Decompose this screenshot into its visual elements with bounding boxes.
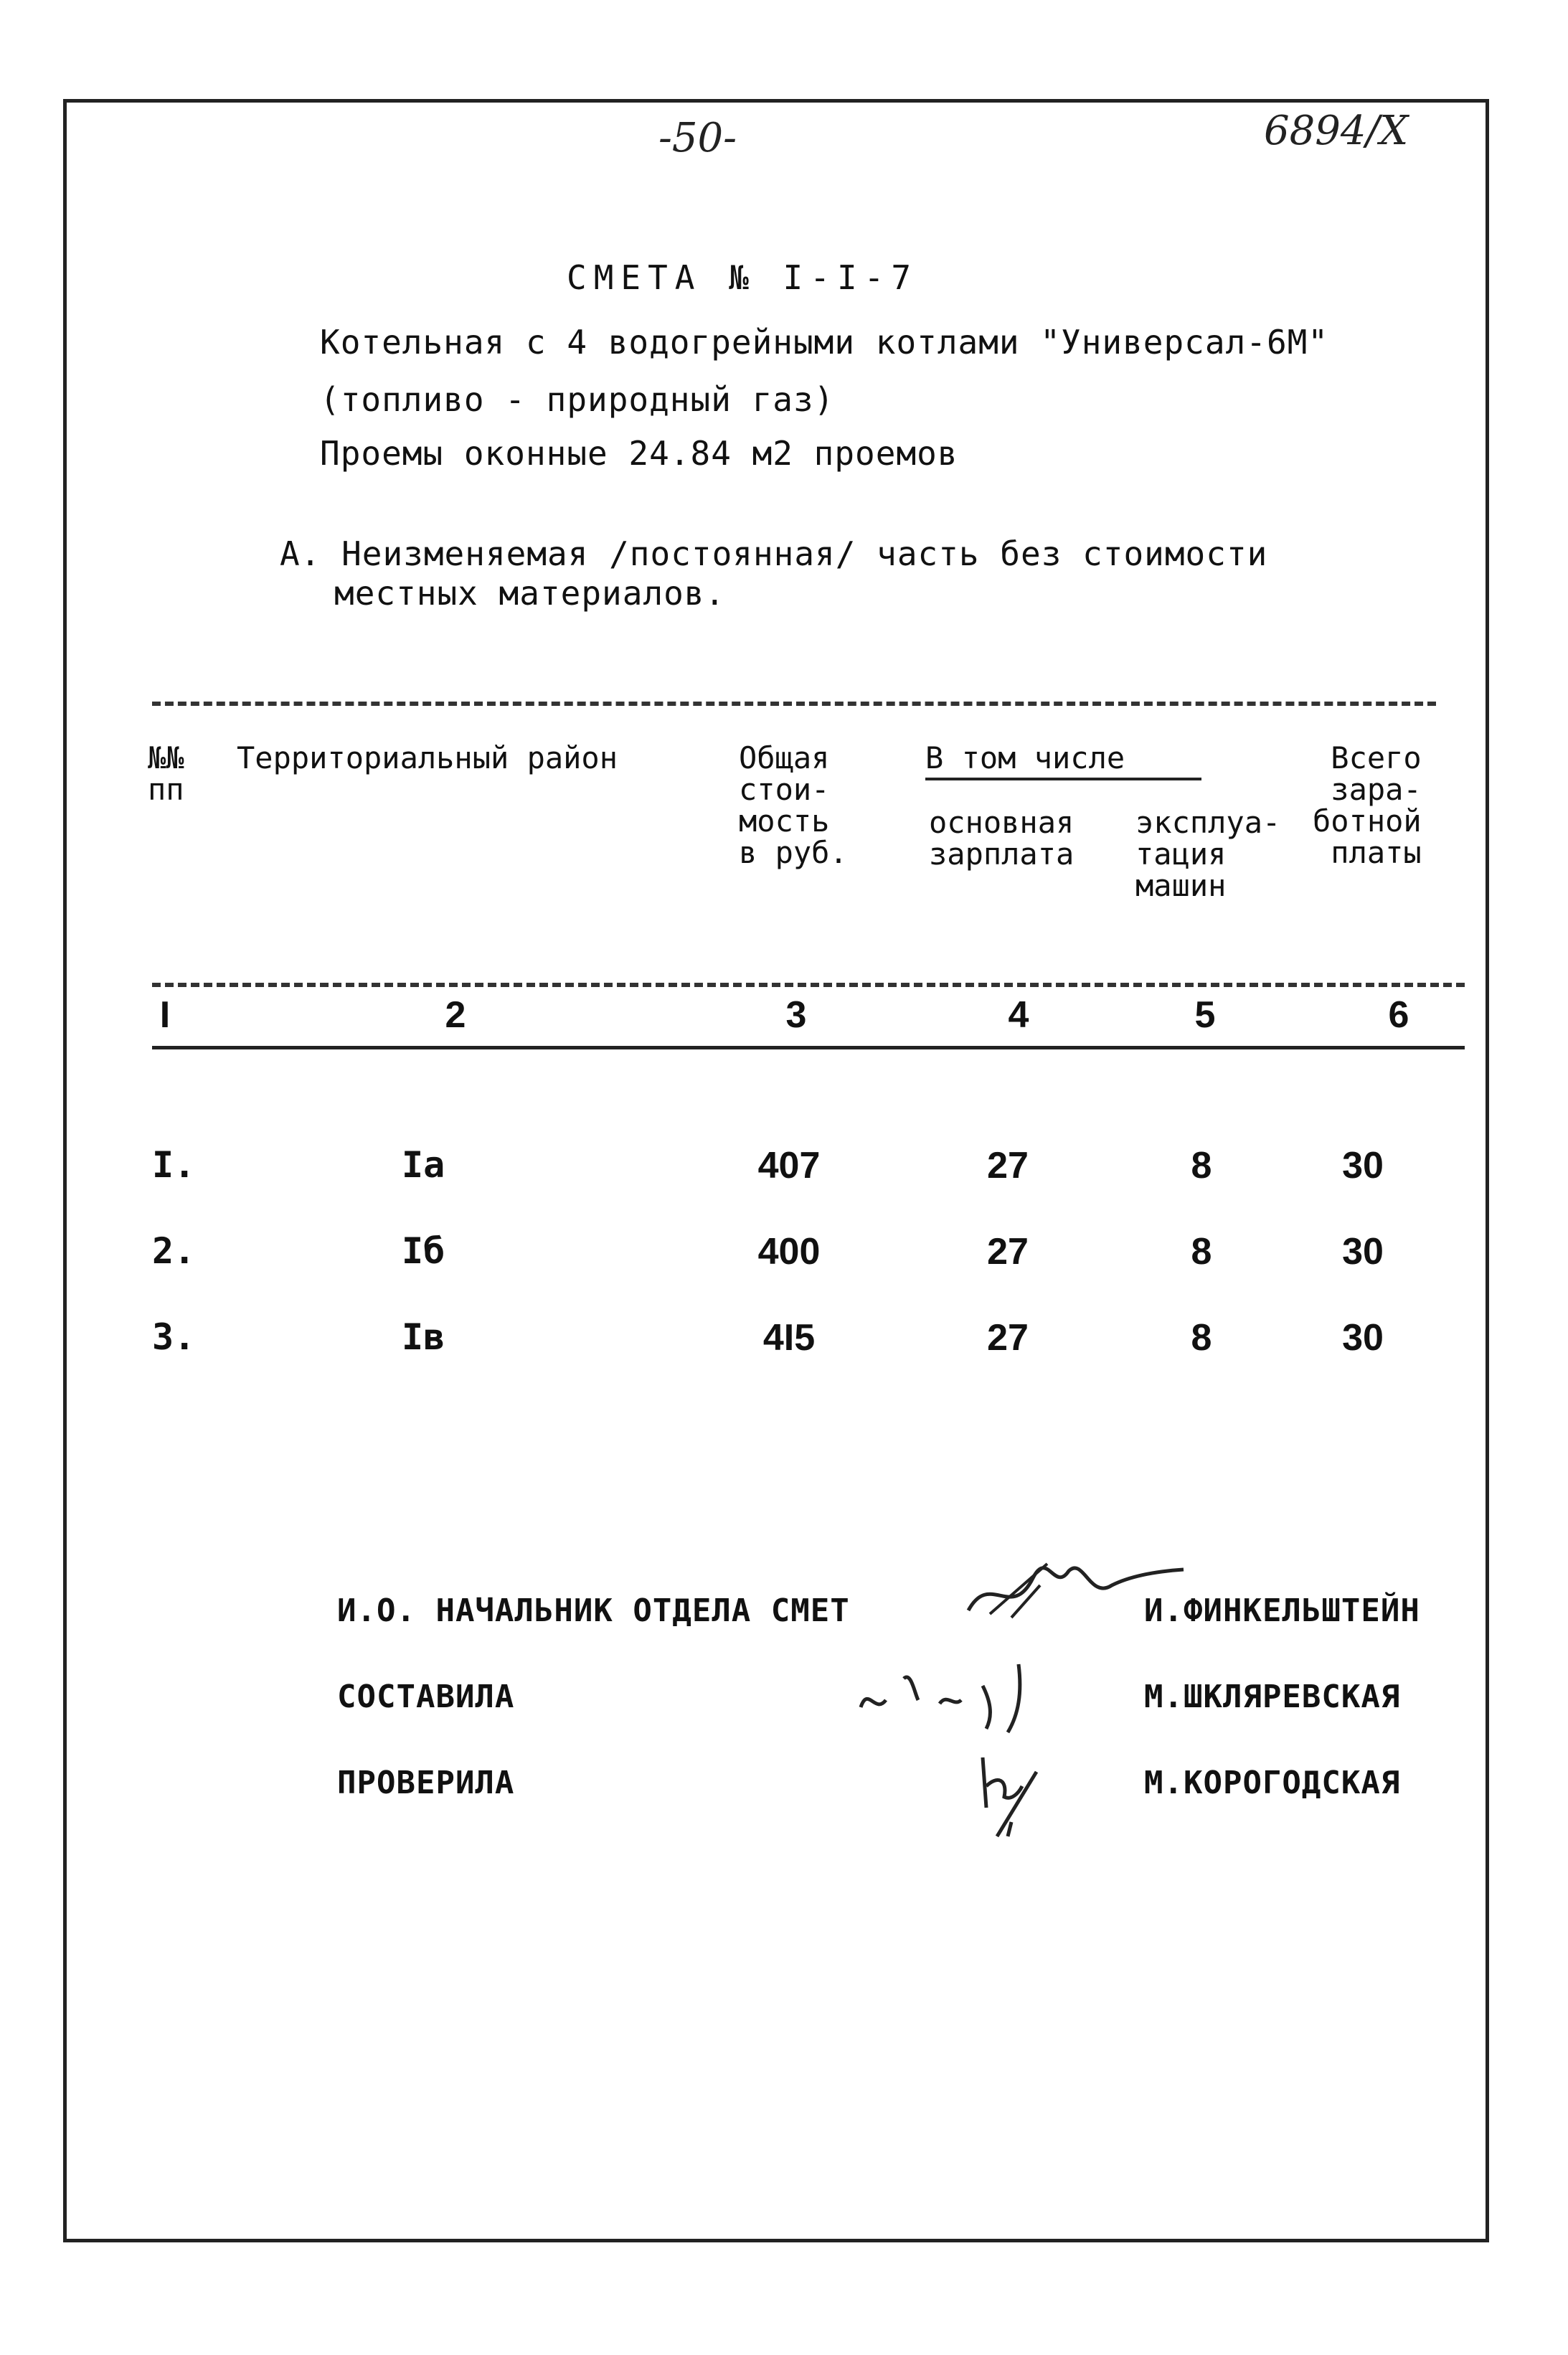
row-machine-operation: 8 xyxy=(1191,1317,1212,1359)
row-region: Iб xyxy=(402,1230,445,1272)
row-machine-operation: 8 xyxy=(1191,1231,1212,1273)
document-code: 6894/X xyxy=(1264,108,1409,154)
row-total-cost: 400 xyxy=(757,1231,821,1273)
header-col-total-line-3: мость xyxy=(739,803,830,839)
section-a-line-1: А. Неизменяемая /постоянная/ часть без стоимости xyxy=(280,534,1268,573)
row-total-wages: 30 xyxy=(1342,1317,1384,1359)
header-col-total-line-2: стои- xyxy=(739,772,830,807)
subtitle-line-2: (топливо - природный газ) xyxy=(320,380,835,419)
header-col-wages-line-4: платы xyxy=(1331,835,1422,870)
header-col-wages-line-3: ботной xyxy=(1313,803,1422,839)
row-total-wages: 30 xyxy=(1342,1231,1384,1273)
row-base-salary: 27 xyxy=(987,1317,1029,1359)
row-machine-operation: 8 xyxy=(1191,1145,1212,1186)
header-col-machines-line-1: эксплуа- xyxy=(1135,805,1281,840)
table-top-rule xyxy=(152,702,1436,706)
row-number: 2. xyxy=(152,1230,196,1272)
handwritten-signature-compiled xyxy=(846,1643,1076,1736)
section-a-line-2: местных материалов. xyxy=(334,574,726,613)
page-number: -50- xyxy=(658,115,737,161)
header-group-including: В том числе xyxy=(925,740,1125,775)
signature-role-head: И.О. НАЧАЛЬНИК ОТДЕЛА СМЕТ xyxy=(337,1592,850,1629)
header-col-number-line-2: пп xyxy=(148,772,184,807)
header-col-total xyxy=(739,742,848,869)
column-number-6: 6 xyxy=(1388,994,1409,1036)
header-col-number-line-1: №№ xyxy=(148,740,184,775)
header-group-underline xyxy=(925,778,1201,780)
handwritten-signature-checked xyxy=(968,1736,1083,1844)
header-col-total-line-1: Общая xyxy=(739,740,830,775)
row-base-salary: 27 xyxy=(987,1231,1029,1273)
header-col-region xyxy=(237,742,618,774)
column-number-3: 3 xyxy=(785,994,807,1036)
header-col-region-line-1: Территориальный район xyxy=(237,740,618,775)
column-numbers-bottom-rule xyxy=(152,1046,1465,1049)
header-col-salary-line-2: зарплата xyxy=(929,836,1075,872)
header-col-wages-line-1: Всего xyxy=(1331,740,1422,775)
row-number: I. xyxy=(152,1144,196,1186)
header-col-number xyxy=(148,742,184,806)
header-col-machines-line-3: машин xyxy=(1135,868,1227,903)
header-col-total-line-4: в руб. xyxy=(739,835,848,870)
row-total-cost: 407 xyxy=(757,1145,821,1186)
document-title: СМЕТА № I-I-7 xyxy=(567,258,919,297)
handwritten-signature-head xyxy=(947,1542,1191,1636)
row-total-cost: 4I5 xyxy=(762,1317,816,1359)
header-col-wages-line-2: зара- xyxy=(1331,772,1422,807)
header-col-salary xyxy=(929,807,1074,870)
subtitle-line-3: Проемы оконные 24.84 м2 проемов xyxy=(320,434,958,473)
column-number-4: 4 xyxy=(1008,994,1029,1036)
row-region: Iа xyxy=(402,1144,445,1186)
signature-name-checked: М.КОРОГОДСКАЯ xyxy=(1144,1765,1401,1801)
row-region: Iв xyxy=(402,1316,445,1358)
column-number-1: I xyxy=(159,994,171,1036)
signature-role-checked: ПРОВЕРИЛА xyxy=(337,1765,515,1801)
subtitle-line-1: Котельная с 4 водогрейными котлами "Универсал-6М" xyxy=(320,323,1329,362)
signature-role-compiled: СОСТАВИЛА xyxy=(337,1679,515,1715)
row-total-wages: 30 xyxy=(1342,1145,1384,1186)
row-number: 3. xyxy=(152,1316,196,1358)
row-base-salary: 27 xyxy=(987,1145,1029,1186)
header-col-machines-line-2: тация xyxy=(1135,836,1227,872)
column-numbers-top-rule xyxy=(152,983,1465,987)
signature-name-head: И.ФИНКЕЛЬШТЕЙН xyxy=(1144,1592,1420,1629)
header-col-machines xyxy=(1135,807,1280,902)
header-col-salary-line-1: основная xyxy=(929,805,1075,840)
column-number-2: 2 xyxy=(445,994,466,1036)
signature-name-compiled: М.ШКЛЯРЕВСКАЯ xyxy=(1144,1679,1401,1715)
column-number-5: 5 xyxy=(1194,994,1216,1036)
header-col-wages xyxy=(1313,742,1422,869)
